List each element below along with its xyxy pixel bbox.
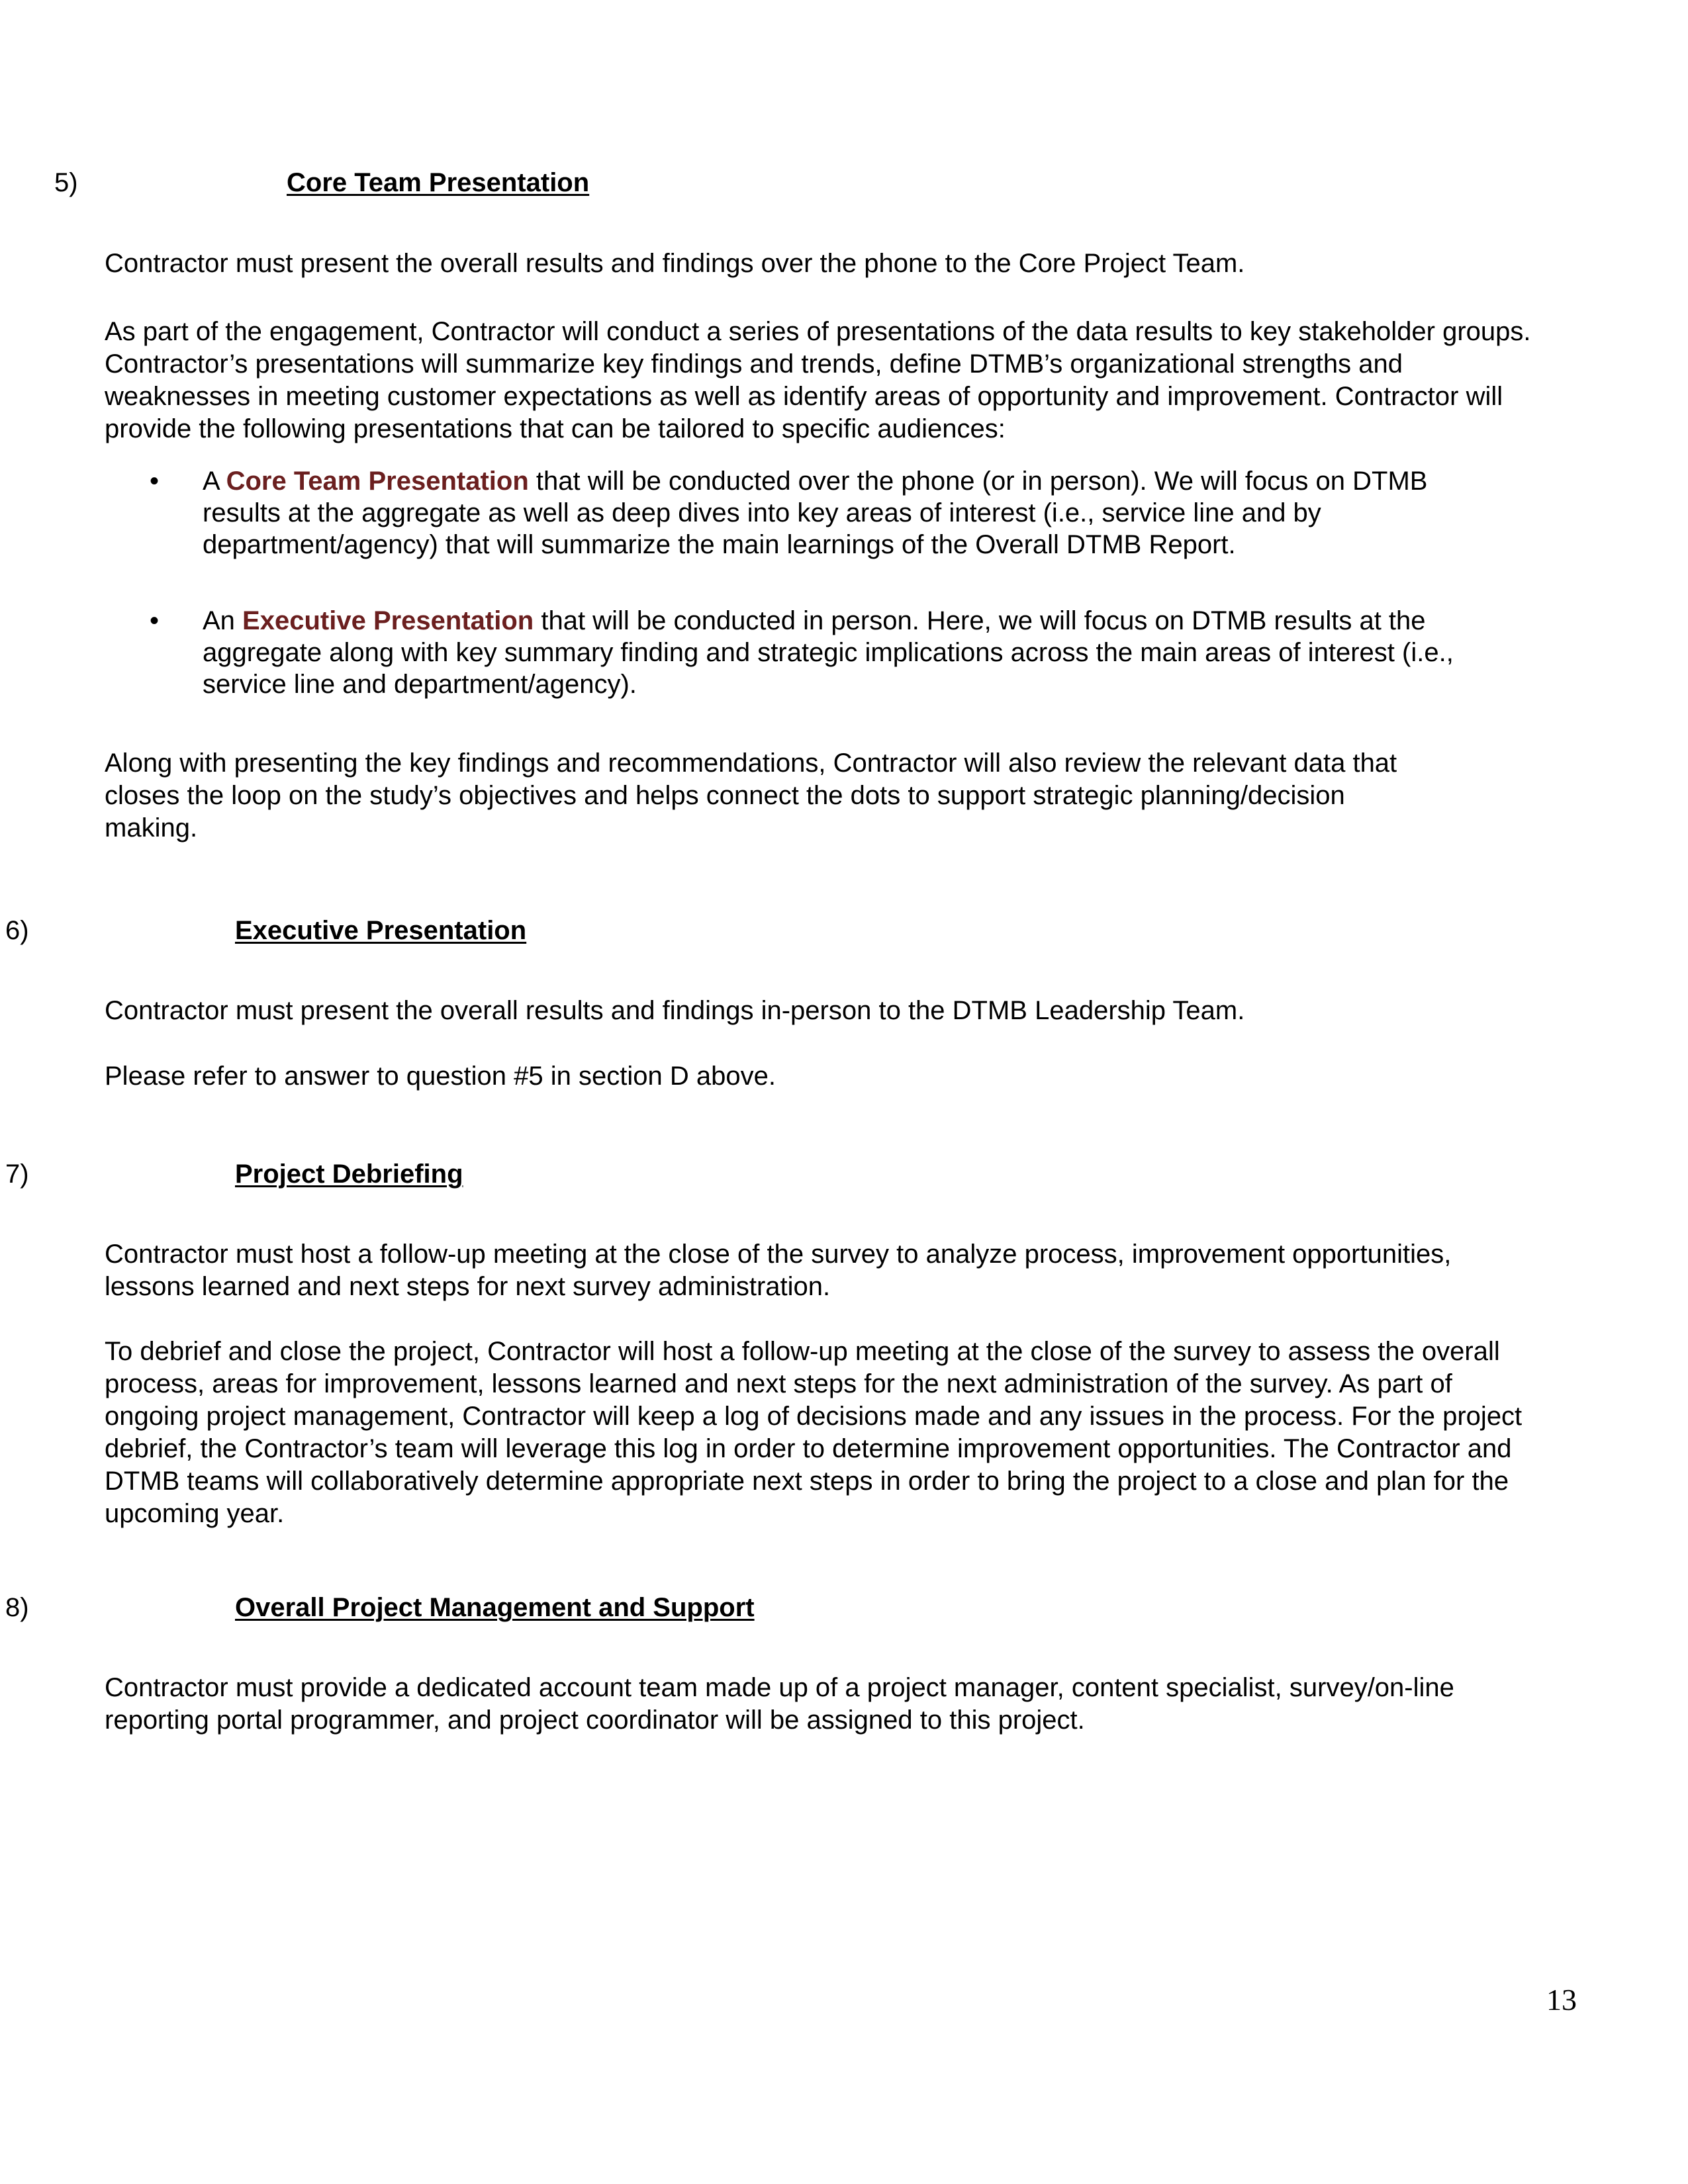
page-number: 13	[1546, 1983, 1577, 2017]
bullet-icon: •	[150, 467, 160, 496]
bullet-text	[203, 465, 1500, 561]
section-8-requirement	[105, 1672, 1548, 1737]
response-text: As part of the engagement, Contractor will conduct a series of presentations of the data results to key stakeholder groups. Contractor’s presentations will summarize key findings and trends, define DTMB’s organizational strengths and weaknesses in meeting customer expectations as well as identify areas of opportunity and improvement. Contractor will provide the following presentations that can be tailored to specific audiences:	[105, 317, 1531, 443]
section-7-requirement	[105, 1238, 1548, 1303]
section-7-number: 7)	[5, 1160, 29, 1189]
bullet-item-core-team	[150, 465, 1500, 561]
requirement-text: Contractor must present the overall results and findings over the phone to the Core Project Team.	[105, 249, 1245, 278]
section-5-number: 5)	[54, 168, 78, 197]
requirement-text: Contractor must present the overall results and findings in-person to the DTMB Leadership Team.	[105, 996, 1245, 1025]
bullet-highlight: Core Team Presentation	[226, 467, 529, 496]
bullet-prefix: An	[203, 606, 243, 635]
section-6-response	[105, 1060, 1548, 1093]
bullet-highlight: Executive Presentation	[242, 606, 534, 635]
response-text: To debrief and close the project, Contractor will host a follow-up meeting at the close of the survey to assess the overall process, areas for improvement, lessons learned and next steps for the next administration of the survey. As part of ongoing project management, Contractor will keep a log of decisions made and any issues in the process. For the project debrief, the Contractor’s team will leverage this log in order to determine improvement opportunities. The Contractor and DTMB teams will collaboratively determine appropriate next steps in order to bring the project to a close and plan for the upcoming year.	[105, 1337, 1523, 1528]
section-6-requirement	[105, 995, 1548, 1027]
section-5-closing	[105, 747, 1402, 844]
section-8-number: 8)	[5, 1593, 29, 1622]
bullet-icon: •	[150, 606, 160, 635]
section-5-requirement	[105, 248, 1548, 280]
bullet-text	[203, 605, 1500, 700]
section-6-title: Executive Presentation	[235, 916, 527, 945]
bullet-item-executive	[150, 605, 1500, 700]
requirement-text: Contractor must provide a dedicated account team made up of a project manager, content specialist, survey/on-line reporting portal programmer, and project coordinator will be assigned to this project.	[105, 1673, 1454, 1735]
section-5-title: Core Team Presentation	[287, 168, 590, 197]
section-7-title: Project Debriefing	[235, 1160, 463, 1189]
section-8-title: Overall Project Management and Support	[235, 1593, 755, 1622]
section-7-response	[105, 1336, 1548, 1530]
section-5-response-intro	[105, 316, 1548, 445]
closing-text: Along with presenting the key findings and recommendations, Contractor will also review the relevant data that closes the loop on the study’s objectives and helps connect the dots to support strategic planning/decision making.	[105, 749, 1397, 842]
bullet-prefix: A	[203, 467, 226, 496]
requirement-text: Contractor must host a follow-up meeting at the close of the survey to analyze process, improvement opportunities, lessons learned and next steps for next survey administration.	[105, 1240, 1452, 1301]
bullet-rest: that will be conducted over the phone (or in person). We will focus on DTMB results at the aggregate as well as deep dives into key areas of interest (i.e., service line and by department/agency) that will summarize the main learnings of the Overall DTMB Report.	[203, 467, 1428, 559]
bullet-rest: that will be conducted in person. Here, we will focus on DTMB results at the aggregate along with key summary finding and strategic implications across the main areas of interest (i.e., service line and department/agency).	[203, 606, 1454, 699]
section-6-number: 6)	[5, 916, 29, 945]
response-text: Please refer to answer to question #5 in section D above.	[105, 1062, 776, 1091]
